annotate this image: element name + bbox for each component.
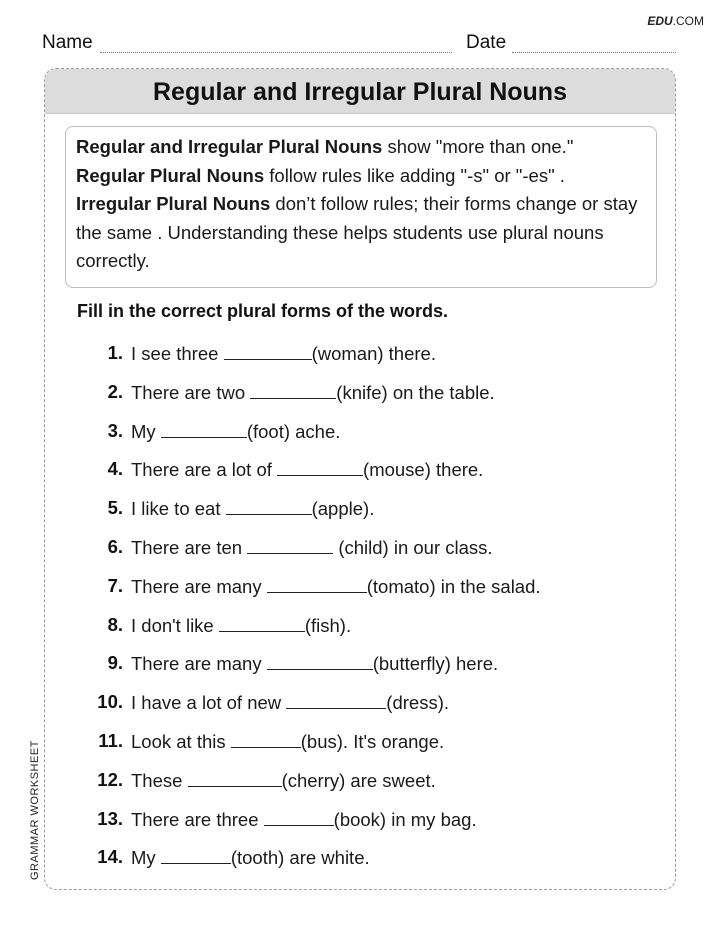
question-number: 11. — [98, 729, 123, 751]
question-hint: (mouse) there. — [363, 459, 484, 481]
name-label: Name — [42, 32, 93, 53]
question-item — [45, 341, 676, 380]
question-item — [45, 613, 676, 652]
answer-blank[interactable] — [267, 574, 367, 593]
question-number: 4. — [107, 458, 123, 480]
question-text: I don't like — [131, 614, 219, 636]
question-text: I like to eat — [131, 498, 226, 520]
question-hint: (woman) there. — [311, 343, 436, 364]
question-item — [45, 457, 676, 496]
brand-logo-rest: .COM — [672, 14, 704, 28]
question-text: There are many — [131, 653, 267, 675]
question-number: 2. — [107, 380, 123, 402]
brand-logo-bold: EDU — [647, 14, 673, 28]
student-header — [42, 32, 676, 56]
question-item — [45, 380, 676, 419]
answer-blank[interactable] — [231, 729, 301, 748]
question-text: There are a lot of — [131, 459, 278, 481]
answer-blank[interactable] — [161, 845, 231, 864]
question-number: 6. — [107, 535, 123, 557]
question-hint: (knife) on the table. — [336, 381, 495, 403]
question-item — [45, 690, 676, 729]
question-text: There are many — [131, 575, 267, 597]
question-text: Look at this — [131, 730, 231, 752]
question-text: There are ten — [131, 536, 248, 558]
question-text: My — [131, 420, 161, 442]
question-item — [45, 496, 676, 535]
date-field[interactable] — [512, 52, 676, 53]
info-box — [65, 126, 657, 288]
info-term-3: Irregular Plural Nouns — [76, 193, 271, 214]
answer-blank[interactable] — [226, 496, 312, 515]
question-hint: (dress). — [386, 692, 449, 714]
question-item — [45, 535, 676, 574]
question-text: There are three — [131, 808, 264, 830]
brand-logo — [647, 14, 704, 28]
question-item — [45, 768, 676, 807]
question-number: 9. — [107, 652, 123, 674]
question-number: 13. — [97, 807, 123, 829]
question-number: 1. — [107, 342, 123, 363]
answer-blank[interactable] — [250, 380, 336, 399]
question-item — [45, 651, 676, 690]
worksheet-category-label: GRAMMAR WORKSHEET — [29, 740, 41, 880]
answer-blank[interactable] — [264, 807, 334, 826]
worksheet-title: Regular and Irregular Plural Nouns — [45, 69, 675, 114]
answer-blank[interactable] — [277, 457, 363, 476]
question-number: 7. — [107, 574, 123, 596]
worksheet-card — [44, 68, 676, 890]
question-hint: (child) in our class. — [333, 536, 493, 558]
question-text: I see three — [131, 343, 224, 364]
question-hint: (bus). It's orange. — [300, 730, 445, 752]
info-def-1: show "more than one." — [382, 136, 574, 157]
info-def-3: don’t follow rules; their forms change or stay the same . Understanding these helps students use plural nouns correctly. — [76, 193, 638, 271]
answer-blank[interactable] — [188, 768, 282, 787]
question-hint: (fish). — [304, 614, 352, 636]
question-text: There are two — [131, 381, 251, 403]
question-item — [45, 729, 676, 768]
question-number: 14. — [97, 846, 123, 868]
question-number: 10. — [97, 691, 123, 713]
instructions: Fill in the correct plural forms of the words. — [77, 301, 449, 321]
question-item — [45, 419, 676, 458]
question-hint: (apple). — [311, 498, 375, 520]
question-hint: (tomato) in the salad. — [366, 575, 541, 597]
info-text — [76, 133, 646, 276]
question-number: 8. — [107, 613, 123, 635]
question-number: 3. — [107, 419, 123, 441]
answer-blank[interactable] — [219, 613, 305, 632]
question-text: I have a lot of new — [131, 692, 287, 714]
question-item — [45, 845, 676, 884]
info-def-2: follow rules like adding "-s" or "-es" . — [264, 164, 565, 186]
question-text: My — [131, 847, 161, 869]
question-hint: (tooth) are white. — [230, 847, 370, 869]
question-hint: (cherry) are sweet. — [281, 769, 436, 791]
answer-blank[interactable] — [161, 419, 247, 438]
question-text: These — [131, 769, 188, 791]
question-hint: (foot) ache. — [246, 420, 341, 442]
answer-blank[interactable] — [224, 341, 312, 360]
answer-blank[interactable] — [267, 651, 373, 670]
info-term-1: Regular and Irregular Plural Nouns — [76, 136, 383, 157]
info-term-2: Regular Plural Nouns — [76, 164, 265, 186]
question-list — [45, 341, 676, 884]
question-number: 5. — [107, 497, 123, 519]
question-item — [45, 807, 676, 846]
answer-blank[interactable] — [247, 535, 333, 554]
answer-blank[interactable] — [286, 690, 386, 709]
question-number: 12. — [97, 768, 123, 790]
date-label: Date — [466, 32, 507, 53]
question-hint: (book) in my bag. — [333, 808, 477, 830]
name-field[interactable] — [100, 52, 452, 53]
question-item — [45, 574, 676, 613]
question-hint: (butterfly) here. — [372, 653, 499, 675]
